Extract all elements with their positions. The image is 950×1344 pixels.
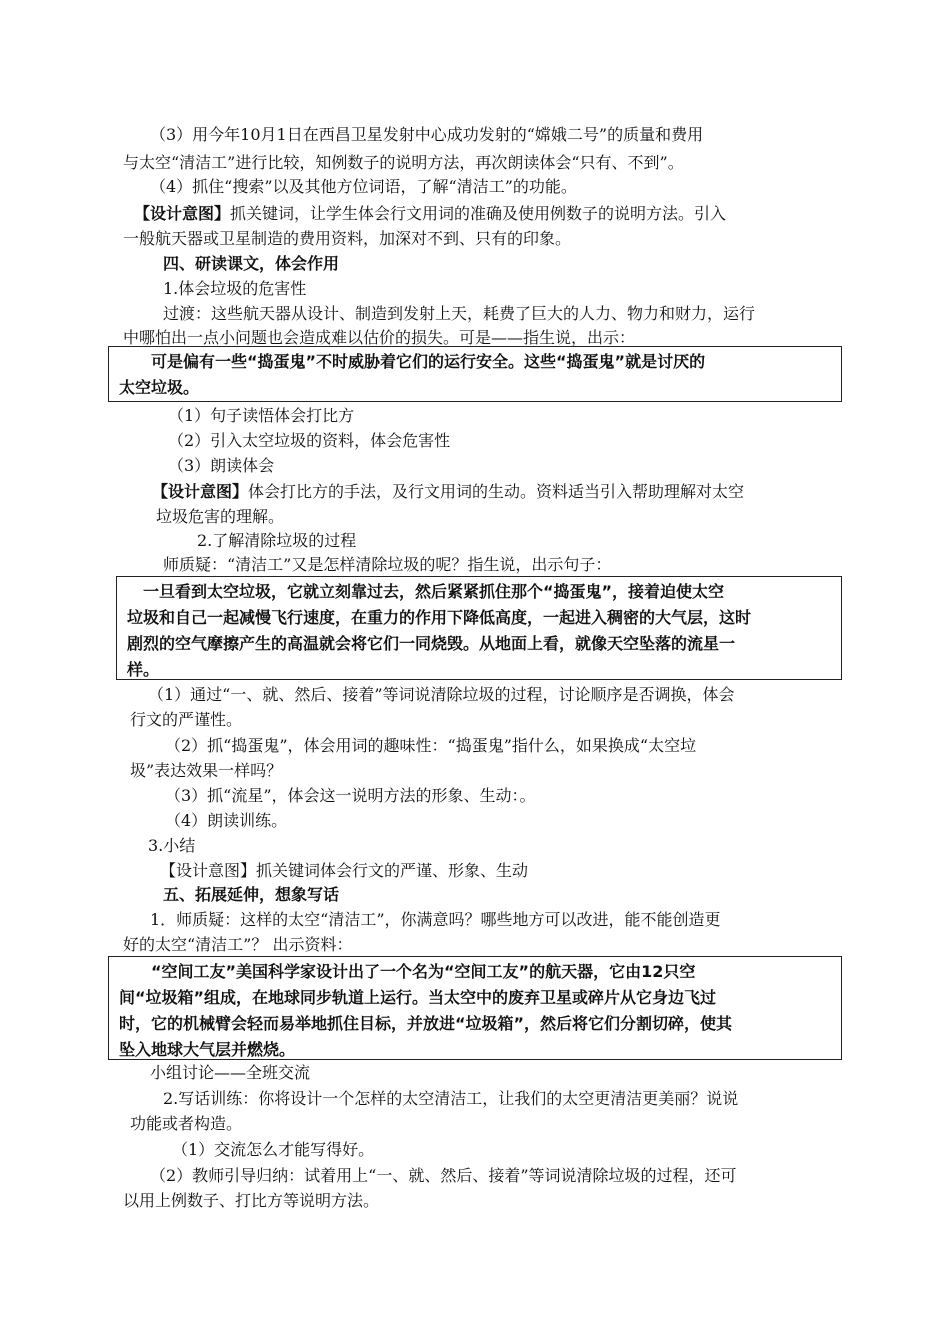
group-discussion: 小组讨论——全班交流 [150,1063,311,1082]
quote-line: 垃圾和自己一起减慢飞行速度，在重力的作用下降低高度，一起进入稠密的大气层，这时 [127,608,752,627]
design-intent-label: 【设计意图】 [134,204,231,223]
writing-step-2-cont: 以用上例数子、打比方等说明方法。 [123,1191,380,1210]
quote-line: 一旦看到太空垃圾，它就立刻靠过去，然后紧紧抓住那个“捣蛋鬼”，接着迫使太空 [143,582,725,601]
transition-text-cont: 中哪怕出一点小问题也会造成难以估价的损失。可是——指生说，出示： [123,328,636,347]
writing-step-2: （2）教师引导归纳：试着用上“一、就、然后、接着”等词说清除垃圾的过程，还可 [150,1166,737,1185]
quote-line: 坠入地球大气层并燃烧。 [119,1040,296,1059]
discussion-4: （4）朗读训练。 [165,811,288,830]
transition-text: 过渡：这些航天器从设计、制造到发射上天，耗费了巨大的人力、物力和财力，运行 [163,304,756,323]
quote-box-2 [116,576,842,680]
writing-task-cont: 功能或者构造。 [130,1114,243,1133]
writing-task: 2.写话训练：你将设计一个怎样的太空清洁工，让我们的太空更清洁更美丽？说说 [163,1089,739,1108]
design-intent-2-cont: 垃圾危害的理解。 [156,507,285,526]
quote-line: 剧烈的空气摩擦产生的高温就会将它们一同烧毁。从地面上看，就像天空坠落的流星一 [127,634,736,653]
design-intent-1-cont: 一般航天器或卫星制造的费用资料，加深对不到、只有的印象。 [123,229,572,248]
design-intent-1 [134,203,726,225]
writing-step-1: （1）交流怎么才能写得好。 [172,1140,375,1159]
paragraph-item-4: （4）抓住“搜索”以及其他方位词语，了解“清洁工”的功能。 [150,177,577,196]
question-2: （2）引入太空垃圾的资料，体会危害性 [168,431,451,450]
design-intent-label: 【设计意图】 [152,482,249,501]
subheading-1: 1.体会垃圾的危害性 [163,279,307,298]
design-intent-2 [152,481,744,503]
quote-line: 可是偏有一些“捣蛋鬼”不时威胁着它们的运行安全。这些“捣蛋鬼”就是讨厌的 [151,352,706,371]
quote-line: 太空垃圾。 [119,378,200,397]
quote-line: 间“垃圾箱”组成，在地球同步轨道上运行。当太空中的废弃卫星或碎片从它身边飞过 [119,988,717,1007]
discussion-2-cont: 圾”表达效果一样吗？ [130,761,283,780]
section-heading-5: 五、拓展延伸，想象写话 [163,885,340,904]
extension-question: 1．师质疑：这样的太空“清洁工”，你满意吗？哪些地方可以改进，能不能创造更 [150,910,721,929]
discussion-1: （1）通过“一、就、然后、接着”等词说清除垃圾的过程，讨论顺序是否调换，体会 [148,685,735,704]
subheading-2: 2.了解清除垃圾的过程 [197,531,357,550]
section-heading-4: 四、研读课文，体会作用 [163,254,340,273]
paragraph-item-3-cont: 与太空“清洁工”进行比较，知例数子的说明方法，再次朗读体会“只有、不到”。 [123,153,684,172]
quote-line: 时，它的机械臂会轻而易举地抓住目标，并放进“垃圾箱”，然后将它们分割切碎，使其 [119,1014,733,1033]
design-intent-text: 体会打比方的手法，及行文用词的生动。资料适当引入帮助理解对太空 [248,482,745,501]
quote-line: 样。 [127,660,160,679]
design-intent-3: 【设计意图】抓关键词体会行文的严谨、形象、生动 [160,861,529,880]
design-intent-text: 抓关键词，让学生体会行文用词的准确及使用例数子的说明方法。引入 [230,204,727,223]
quote-line: “空间工友”美国科学家设计出了一个名为“空间工友”的航天器，它由12只空 [151,962,696,981]
question-1: （1）句子读悟体会打比方 [168,406,355,425]
paragraph-item-3: （3）用今年10月1日在西昌卫星发射中心成功发射的“嫦娥二号”的质量和费用 [150,125,704,144]
discussion-3: （3）抓“流星”，体会这一说明方法的形象、生动：。 [165,786,536,805]
quote-box-1 [108,346,842,402]
extension-question-cont: 好的太空“清洁工”？ 出示资料： [123,935,353,954]
subheading-3: 3.小结 [148,836,196,855]
discussion-1-cont: 行文的严谨性。 [130,710,243,729]
discussion-2: （2）抓“捣蛋鬼”，体会用词的趣味性：“捣蛋鬼”指什么，如果换成“太空垃 [165,736,697,755]
question-3: （3）朗读体会 [168,456,275,475]
quote-box-3 [108,956,842,1060]
teacher-question: 师质疑：“清洁工”又是怎样清除垃圾的呢？指生说，出示句子： [163,555,612,574]
